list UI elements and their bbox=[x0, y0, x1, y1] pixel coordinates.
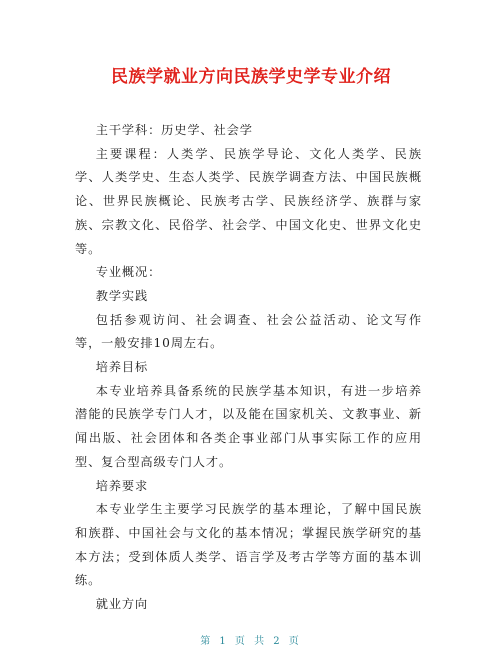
paragraph-main-subjects: 主干学科：历史学、社会学 bbox=[95, 123, 253, 137]
paragraph-overview-heading: 专业概况： bbox=[95, 265, 162, 280]
paragraph-main-courses: 主要课程：人类学、民族学导论、文化人类学、民族学、人类学史、生态人类学、民族学调查方法、中国民族概论、世界民族概论、民族考古学、民族经济学、族群与家族、宗教文化、民俗学、社会学、中国文化史、世界文化史等。 bbox=[75, 146, 422, 256]
paragraph-goals-body: 本专业培养具备系统的民族学基本知识，有进一步培养潜能的民族学专门人才，以及能在国家机关、文教事业、新闻出版、社会团体和各类企事业部门从事实际工作的应用型、复合型高级专门人才。 bbox=[75, 383, 422, 469]
paragraph-employment-heading: 就业方向 bbox=[95, 597, 149, 612]
page-footer bbox=[0, 632, 502, 647]
page-number-label: 第 1 页 共 2 页 bbox=[200, 636, 302, 647]
paragraph-practice-heading: 教学实践 bbox=[95, 288, 149, 303]
paragraph-practice-body: 包括参观访问、社会调查、社会公益活动、论文写作等，一般安排10周左右。 bbox=[75, 312, 422, 351]
paragraph-goals-heading: 培养目标 bbox=[95, 360, 149, 375]
paragraph-requirements-heading: 培养要求 bbox=[95, 478, 149, 493]
paragraph-requirements-body: 本专业学生主要学习民族学的基本理论，了解中国民族和族群、中国社会与文化的基本情况；掌握民族学研究的基本方法；受到体质人类学、语言学及考古学等方面的基本训练。 bbox=[75, 502, 422, 588]
document-body bbox=[75, 119, 422, 617]
document-title: 民族学就业方向民族学史学专业介绍 bbox=[111, 67, 391, 87]
